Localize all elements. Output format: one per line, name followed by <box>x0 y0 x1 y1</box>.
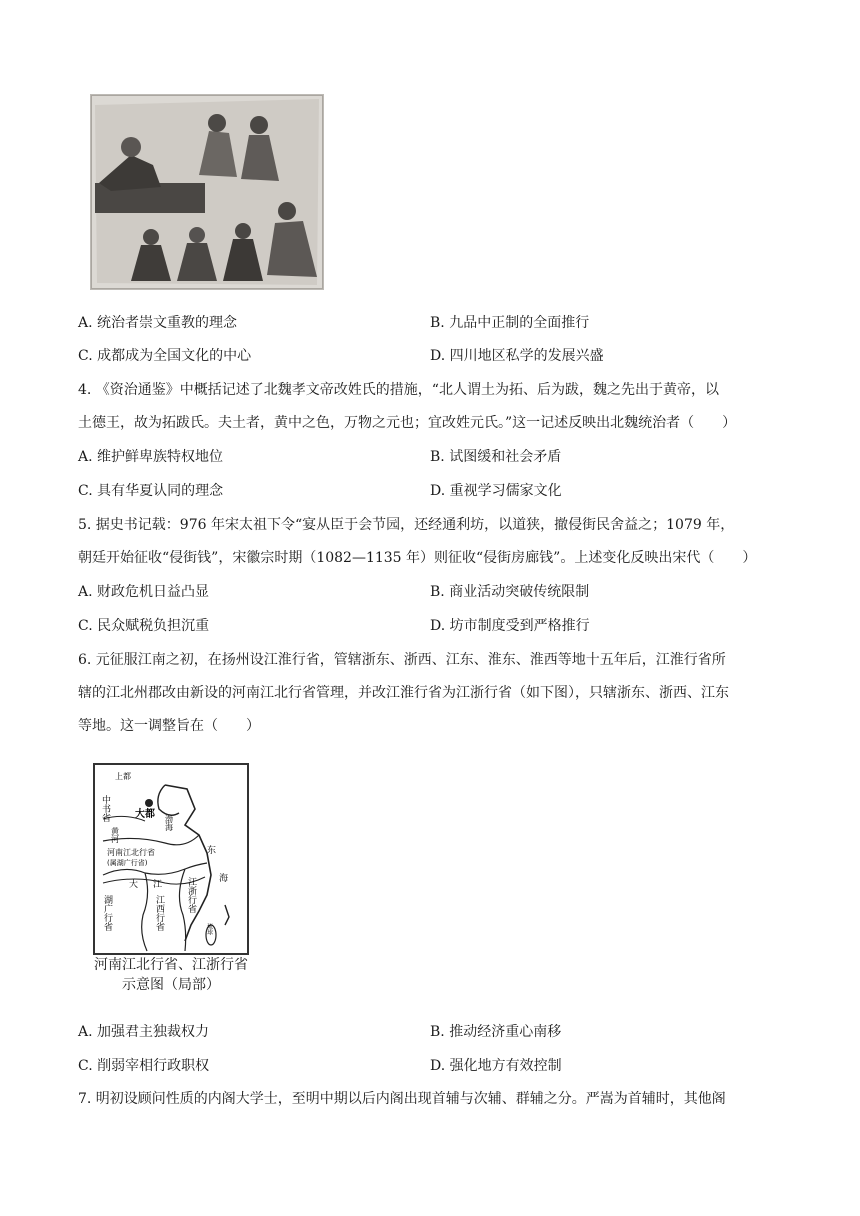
q4-option-c: C. 具有华夏认同的理念 <box>78 483 224 499</box>
q5-stem-line-1: 5. 据史书记载：976 年宋太祖下令“宴从臣于会节园，还经通利坊，以道狭，撤侵街民舍益之；1079 年， <box>78 517 735 533</box>
yuan-provinces-map <box>93 763 249 955</box>
map-label-huanghe: 黄河 <box>110 827 120 843</box>
map-label-jiang: 江 <box>153 880 163 890</box>
map-label-henan: 河南江北行省 <box>107 848 155 857</box>
map-label-dadu: 大都 <box>135 809 155 820</box>
map-label-shangdu: 上都 <box>115 772 131 781</box>
relief-picture <box>91 95 323 289</box>
map-drawing <box>95 765 247 953</box>
q5-option-c: C. 民众赋税负担沉重 <box>78 618 210 634</box>
map-label-zhongshu: 中书省 <box>100 795 110 822</box>
q4-option-b: B. 试图缓和社会矛盾 <box>430 449 562 465</box>
q6-stem-line-3: 等地。这一调整旨在（ ） <box>78 718 260 734</box>
map-label-jiangxi: 江西行省 <box>154 895 164 931</box>
map-label-shu-huguang: (属湖广行省) <box>107 859 148 867</box>
q7-stem-line-1: 7. 明初设顾问性质的内阁大学士，至明中期以后内阁出现首辅与次辅、群辅之分。严嵩为首辅时，其他阁 <box>78 1091 726 1107</box>
map-label-liuqiu: 琉球 <box>205 923 213 935</box>
map-label-hai: 海 <box>219 874 229 884</box>
map-caption <box>78 955 264 995</box>
map-label-huguang: 湖广行省 <box>102 895 112 931</box>
q6-stem-line-1: 6. 元征服江南之初，在扬州设江淮行省，管辖浙东、浙西、江东、淮东、淮西等地十五年后，江淮行省所 <box>78 652 726 668</box>
relief-illustration <box>90 94 324 290</box>
q4-option-a: A. 维护鲜卑族特权地位 <box>78 449 224 465</box>
map-caption-line-1: 河南江北行省、江浙行省 <box>94 957 248 973</box>
map-caption-line-2: 示意图（局部） <box>122 977 220 993</box>
q4-stem-line-1: 4. 《资治通鉴》中概括记述了北魏孝文帝改姓氏的措施，“北人谓土为拓、后为跋，魏之先出于黄帝，以 <box>78 382 719 398</box>
q6-option-a: A. 加强君主独裁权力 <box>78 1024 210 1040</box>
q6-stem-line-2: 辖的江北州郡改由新设的河南江北行省管理，并改江淮行省为江浙行省（如下图），只辖浙东、浙西、江东 <box>78 685 729 701</box>
map-label-da: 大 <box>129 880 139 890</box>
q4-option-d: D. 重视学习儒家文化 <box>430 483 562 499</box>
q5-option-a: A. 财政危机日益凸显 <box>78 584 210 600</box>
q4-stem-line-2: 土德王，故为拓跋氏。夫土者，黄中之色，万物之元也；宜改姓元氏。”这一记述反映出北魏统治者（ ） <box>78 415 737 431</box>
q3-option-b: B. 九品中正制的全面推行 <box>430 315 590 331</box>
q6-option-c: C. 削弱宰相行政职权 <box>78 1058 210 1074</box>
q3-option-c: C. 成都成为全国文化的中心 <box>78 348 252 364</box>
map-label-dong: 东 <box>207 846 217 856</box>
q6-option-b: B. 推动经济重心南移 <box>430 1024 562 1040</box>
q3-option-a: A. 统治者崇文重教的理念 <box>78 315 238 331</box>
q5-stem-line-2: 朝廷开始征收“侵街钱”，宋徽宗时期（1082—1135 年）则征收“侵街房廊钱”。上述变化反映出宋代（ ） <box>78 550 757 566</box>
q5-option-d: D. 坊市制度受到严格推行 <box>430 618 590 634</box>
q6-option-d: D. 强化地方有效控制 <box>430 1058 562 1074</box>
map-label-jiangzhe: 江浙行省 <box>186 877 196 913</box>
map-label-bohai: 渤海 <box>164 815 174 831</box>
q5-option-b: B. 商业活动突破传统限制 <box>430 584 590 600</box>
q3-option-d: D. 四川地区私学的发展兴盛 <box>430 348 604 364</box>
